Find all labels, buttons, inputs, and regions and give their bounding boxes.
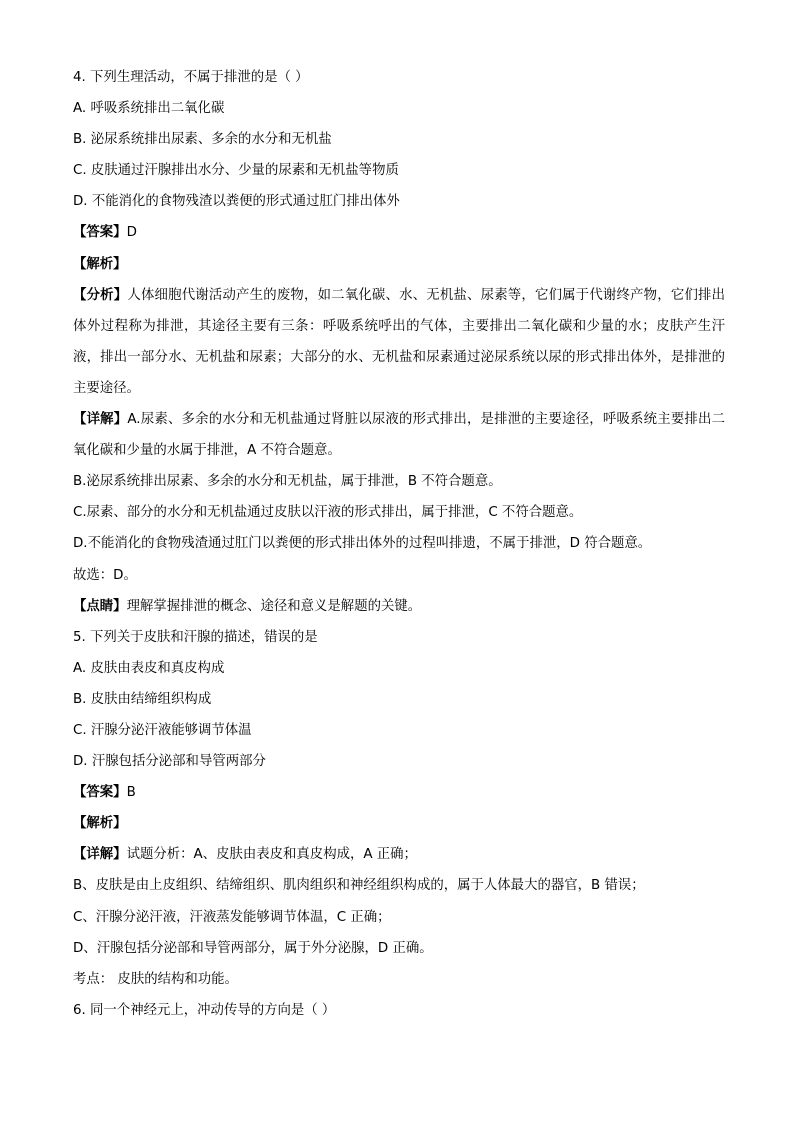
question-5-option-d: D. 汗腺包括分泌部和导管两部分 (73, 754, 266, 770)
question-4-stem: 4. 下列生理活动，不属于排泄的是（ ） (73, 70, 309, 85)
analysis-tag: 【解析】 (73, 816, 127, 832)
question-4-detail-c: C.尿素、部分的水分和无机盐通过皮肤以汗液的形式排出，属于排泄，C 不符合题意。 (73, 505, 583, 521)
question-4-dianjing (73, 591, 725, 622)
xiangjie-text: A.尿素、多余的水分和无机盐通过肾脏以尿液的形式排出，是排泄的主要途径，呼吸系统主要排出二氧化碳和少量的水属于排泄，A 不符合题意。 (73, 412, 725, 459)
question-5-answer (73, 777, 725, 808)
question-5-option-c: C. 汗腺分泌汗液能够调节体温 (73, 722, 252, 738)
fenxi-text: 人体细胞代谢活动产生的废物，如二氧化碳、水、无机盐、尿素等，它们属于代谢终产物，它们排出体外过程称为排泄，其途径主要有三条：呼吸系统呼出的气体，主要排出二氧化碳和少量的水；皮肤产生汗液，排出一部分水、无机盐和尿素；大部分的水、无机盐和尿素通过泌尿系统以尿的形式排出体外，是排泄的主要途径。 (73, 287, 726, 396)
question-5-detail-b: B、皮肤是由上皮组织、结缔组织、肌肉组织和神经组织构成的，属于人体最大的器官，B 错误； (73, 878, 645, 894)
question-5-detail-d: D、汗腺包括分泌部和导管两部分，属于外分泌腺，D 正确。 (73, 940, 433, 956)
dianjing-text: 理解掌握排泄的概念、途径和意义是解题的关键。 (126, 598, 422, 614)
xiangjie-tag: 【详解】 (73, 847, 127, 863)
document-content (73, 62, 725, 1026)
question-4-option-a: A. 呼吸系统排出二氧化碳 (73, 101, 225, 117)
question-5-stem: 5. 下列关于皮肤和汗腺的描述，错误的是 (73, 629, 318, 645)
fenxi-tag: 【分析】 (73, 287, 128, 303)
question-4-fenxi (73, 280, 725, 404)
answer-value: B (126, 785, 136, 801)
analysis-tag: 【解析】 (73, 256, 127, 272)
question-4-option-b: B. 泌尿系统排出尿素、多余的水分和无机盐 (73, 132, 332, 148)
question-5-option-b: B. 皮肤由结缔组织构成 (73, 691, 212, 707)
question-4-detail-b: B.泌尿系统排出尿素、多余的水分和无机盐，属于排泄，B 不符合题意。 (73, 474, 502, 490)
question-4-option-d: D. 不能消化的食物残渣以粪便的形式通过肛门排出体外 (73, 194, 400, 210)
question-5-xiangjie (73, 839, 725, 870)
dianjing-tag: 【点睛】 (73, 598, 127, 614)
question-5-kaodian: 考点： 皮肤的结构和功能。 (73, 971, 238, 987)
question-4-answer (73, 217, 725, 248)
question-4-option-c: C. 皮肤通过汗腺排出水分、少量的尿素和无机盐等物质 (73, 163, 399, 179)
xiangjie-tag: 【详解】 (73, 412, 128, 428)
question-4-detail-d: D.不能消化的食物残渣通过肛门以粪便的形式排出体外的过程叫排遗，不属于排泄，D 符合题意。 (73, 536, 652, 552)
question-6-stem: 6. 同一个神经元上，冲动传导的方向是（ ） (73, 1002, 336, 1018)
question-5-analysis-heading (73, 808, 725, 839)
question-5-option-a: A. 皮肤由表皮和真皮构成 (73, 660, 225, 676)
answer-tag: 【答案】 (73, 785, 127, 801)
question-4-choice: 故选：D。 (73, 567, 137, 583)
question-5-detail-c: C、汗腺分泌汗液，汗液蒸发能够调节体温，C 正确； (73, 909, 391, 925)
xiangjie-text: 试题分析：A、皮肤由表皮和真皮构成，A 正确； (126, 847, 417, 863)
question-4-analysis-heading (73, 249, 725, 280)
answer-tag: 【答案】 (73, 225, 127, 241)
question-4-xiangjie (73, 404, 725, 466)
answer-value: D (126, 225, 137, 241)
